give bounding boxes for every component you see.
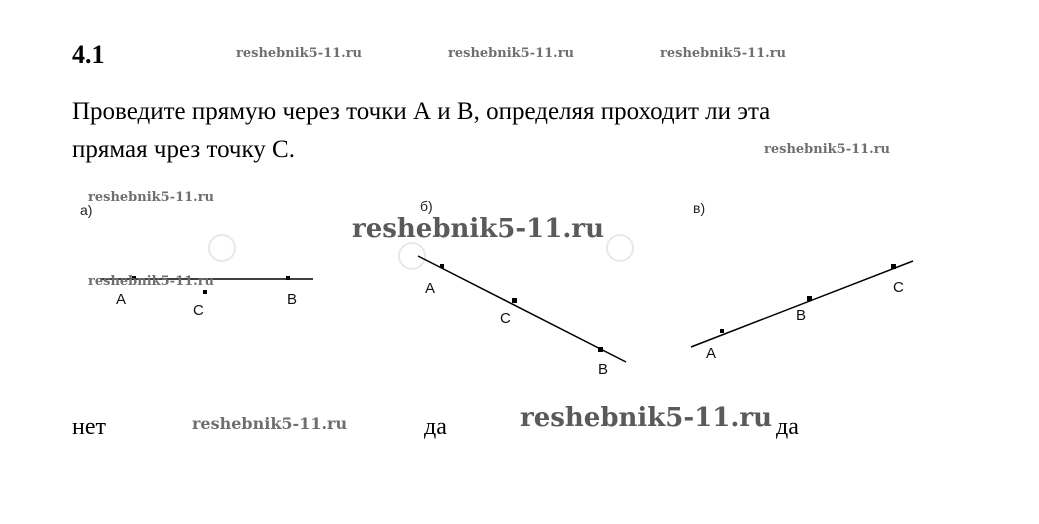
watermark: reshebnik5-11.ru [448, 46, 575, 61]
point-label-c-b: С [500, 310, 511, 327]
answer-a: нет [72, 414, 106, 440]
watermark-logo [607, 235, 633, 261]
point-label-a-v: А [706, 345, 717, 362]
watermark: reshebnik5-11.ru [88, 190, 215, 205]
point-b-a [286, 276, 290, 280]
figure-label-v: в) [693, 200, 706, 216]
line-ab-b [418, 256, 626, 362]
answer-v: да [776, 414, 799, 440]
watermark: reshebnik5-11.ru [236, 46, 363, 61]
question-line-2: прямая чрез точку С. [72, 136, 295, 163]
point-label-b-b: В [598, 361, 609, 378]
point-label-b-v: В [796, 307, 807, 324]
point-label-c-a: С [193, 302, 204, 319]
watermark: reshebnik5-11.ru [764, 142, 891, 157]
watermark-logo [399, 243, 425, 269]
point-label-c-v: С [893, 279, 904, 296]
point-a-v [720, 329, 724, 333]
watermark-large: reshebnik5-11.ru [352, 214, 605, 244]
figure-label-a: а) [80, 202, 93, 218]
figure-label-b: б) [420, 198, 433, 214]
point-b-b [598, 347, 603, 352]
line-ab-v [691, 261, 913, 347]
task-number: 4.1 [72, 40, 105, 69]
watermark-large: reshebnik5-11.ru [520, 403, 773, 433]
point-a-b [440, 264, 444, 268]
point-label-b-a: В [287, 291, 298, 308]
watermark: reshebnik5-11.ru [660, 46, 787, 61]
point-label-a-b: А [425, 280, 436, 297]
point-b-v [807, 296, 812, 301]
watermark: reshebnik5-11.ru [88, 274, 215, 289]
question-line-1: Проведите прямую через точки А и В, определяя проходит ли эта [72, 98, 771, 125]
point-c-a [203, 290, 207, 294]
watermark: reshebnik5-11.ru [192, 414, 348, 433]
point-c-v [891, 264, 896, 269]
watermark-logo [209, 235, 235, 261]
answer-b: да [424, 414, 447, 440]
point-c-b [512, 298, 517, 303]
point-label-a-a: А [116, 291, 127, 308]
